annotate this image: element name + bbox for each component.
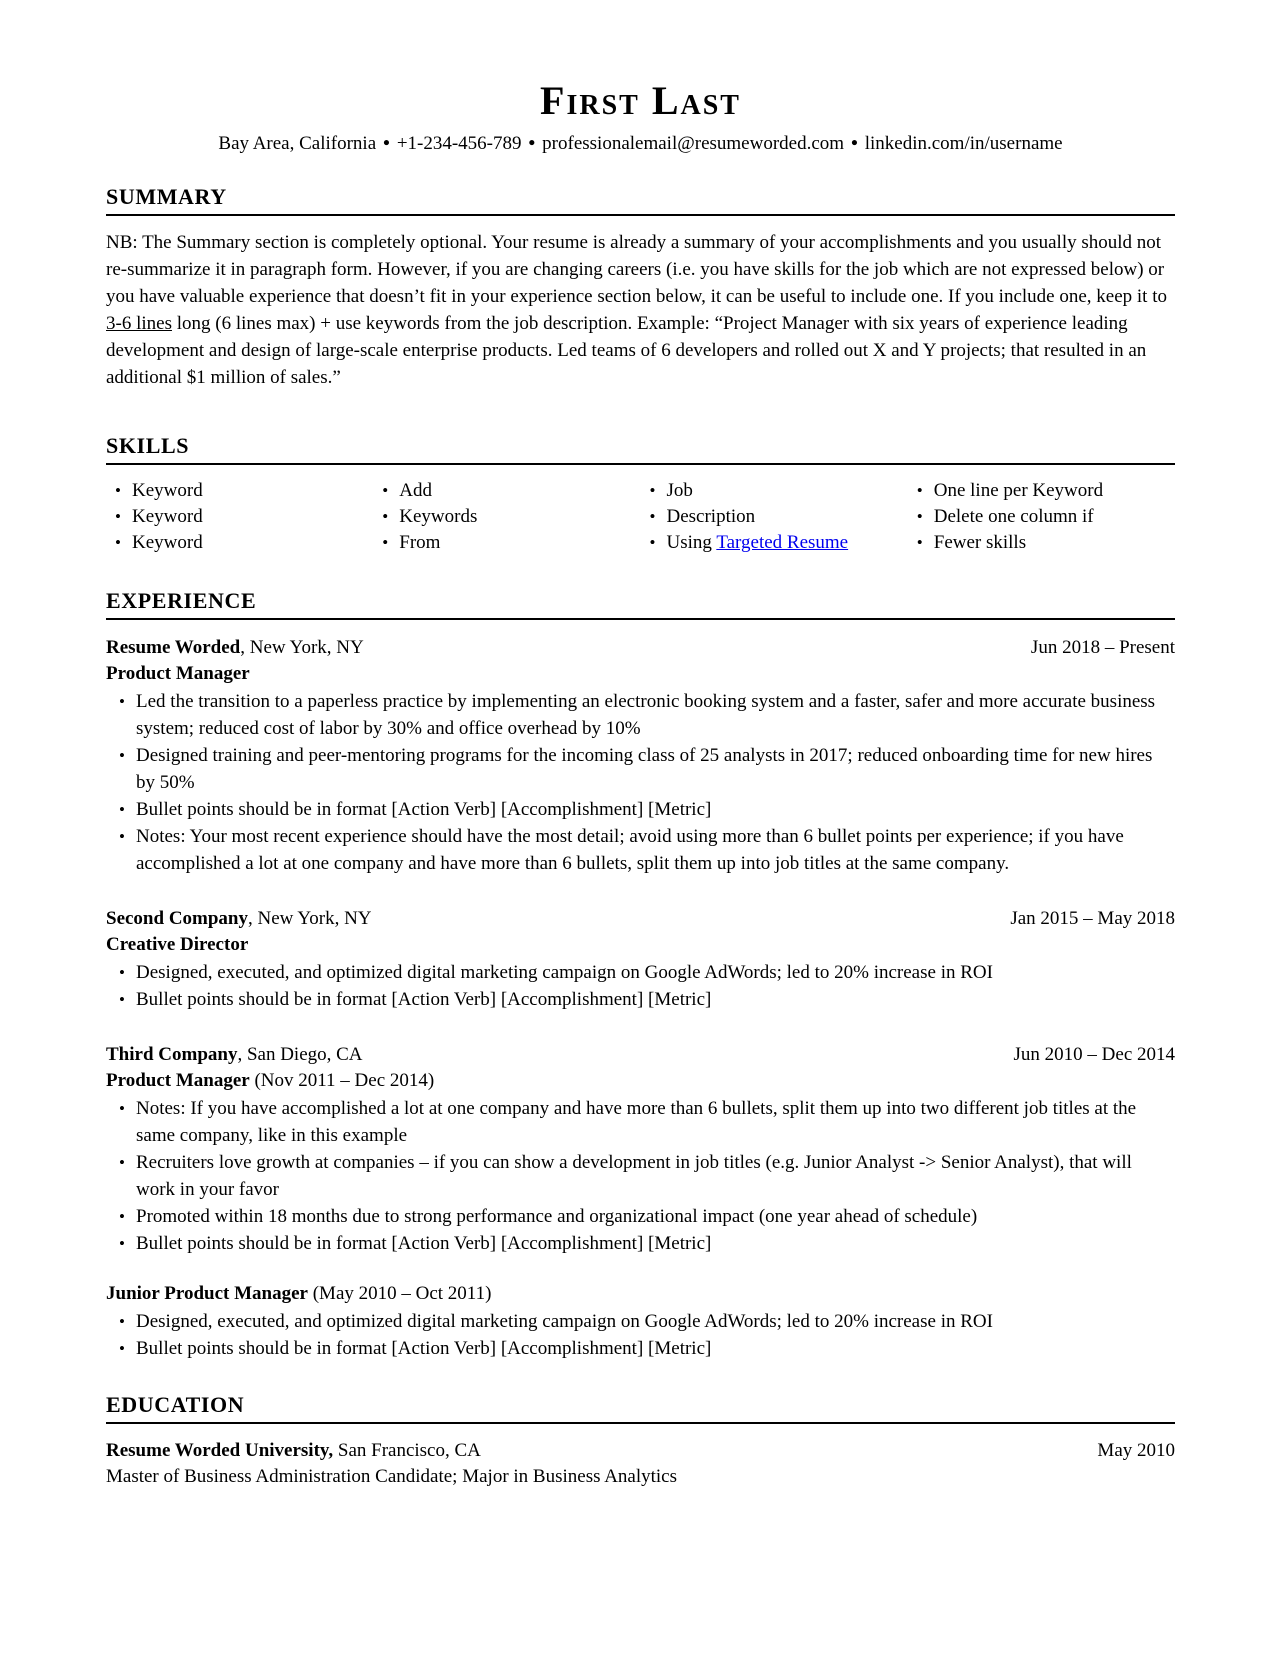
role-title: Junior Product Manager xyxy=(106,1283,308,1304)
school-name: Resume Worded University, xyxy=(106,1440,334,1461)
experience-bullet: • Bullet points should be in format [Action Verb] [Accomplishment] [Metric] xyxy=(106,796,1175,823)
skills-column-3 xyxy=(641,478,908,556)
education-school-line xyxy=(106,1438,481,1464)
skill-item: • From xyxy=(373,530,640,556)
education-heading: EDUCATION xyxy=(106,1392,1175,1424)
role-title-line xyxy=(106,932,1175,958)
education-header xyxy=(106,1438,1175,1464)
job-company-line xyxy=(106,635,364,661)
experience-bullet: • Bullet points should be in format [Action Verb] [Accomplishment] [Metric] xyxy=(106,1335,1175,1362)
job-dates: Jun 2018 – Present xyxy=(1030,637,1175,658)
skills-column-1 xyxy=(106,478,373,556)
role-title: Product Manager xyxy=(106,663,250,684)
role-title: Creative Director xyxy=(106,934,249,955)
skill-item: • Keyword xyxy=(106,530,373,556)
skill-item: • Job xyxy=(641,478,908,504)
summary-heading: SUMMARY xyxy=(106,184,1175,216)
role-title-dates: (May 2010 – Oct 2011) xyxy=(307,1283,492,1304)
skill-item-with-link xyxy=(641,530,908,556)
skills-grid xyxy=(106,478,1175,556)
experience-heading: EXPERIENCE xyxy=(106,588,1175,620)
skill-item: • Description xyxy=(641,504,908,530)
skill-item: • Add xyxy=(373,478,640,504)
role-bullet-list xyxy=(106,1308,1175,1362)
job-header xyxy=(106,635,1175,661)
skill-item: • Delete one column if xyxy=(908,504,1175,530)
experience-section xyxy=(106,588,1175,1362)
skill-item: • Keywords xyxy=(373,504,640,530)
role-bullet-list xyxy=(106,688,1175,877)
experience-bullet: • Notes: If you have accomplished a lot at one company and have more than 6 bullets, split them up into two different job titles at the same company, like in this example xyxy=(106,1095,1175,1149)
skill-item: • One line per Keyword xyxy=(908,478,1175,504)
job-company-line xyxy=(106,906,372,932)
skill-item: • Fewer skills xyxy=(908,530,1175,556)
company-location: , New York, NY xyxy=(240,637,364,658)
role-title-line xyxy=(106,661,1175,687)
experience-bullet: • Bullet points should be in format [Action Verb] [Accomplishment] [Metric] xyxy=(106,1230,1175,1257)
role-title: Product Manager xyxy=(106,1070,250,1091)
role-title-line xyxy=(106,1068,1175,1094)
bullet-separator: • xyxy=(851,133,858,154)
skills-section xyxy=(106,433,1175,556)
company-name: Third Company xyxy=(106,1044,238,1065)
experience-bullet: • Led the transition to a paperless practice by implementing an electronic booking system and a faster, safer and more accurate business system; reduced cost of labor by 30% and office overhead by 10% xyxy=(106,688,1175,742)
skill-item: • Keyword xyxy=(106,478,373,504)
role-bullet-list xyxy=(106,959,1175,1013)
job-company-line xyxy=(106,1042,363,1068)
job-dates: Jan 2015 – May 2018 xyxy=(1010,908,1175,929)
company-location: , San Diego, CA xyxy=(237,1044,363,1065)
job-header xyxy=(106,906,1175,932)
experience-bullet: • Designed, executed, and optimized digital marketing campaign on Google AdWords; led to 20% increase in ROI xyxy=(106,1308,1175,1335)
company-name: Second Company xyxy=(106,908,248,929)
experience-bullet: • Promoted within 18 months due to strong performance and organizational impact (one year ahead of schedule) xyxy=(106,1203,1175,1230)
education-entry xyxy=(106,1438,1175,1490)
candidate-name: First Last xyxy=(540,78,741,123)
bullet-separator: • xyxy=(528,133,536,154)
job-role xyxy=(106,1281,1175,1362)
education-section xyxy=(106,1392,1175,1490)
school-location: San Francisco, CA xyxy=(333,1440,481,1461)
experience-bullet: • Notes: Your most recent experience should have the most detail; avoid using more than 6 bullet points per experience; if you have accomplished a lot at one company and have more than 6 bullets, split them up into job titles at the same company. xyxy=(106,823,1175,877)
skills-column-4 xyxy=(908,478,1175,556)
job-entry xyxy=(106,635,1175,877)
job-dates: Jun 2010 – Dec 2014 xyxy=(1013,1044,1175,1065)
job-entry xyxy=(106,1042,1175,1362)
company-location: , New York, NY xyxy=(248,908,372,929)
education-degree: Master of Business Administration Candidate; Major in Business Analytics xyxy=(106,1466,678,1487)
experience-bullet: • Designed, executed, and optimized digital marketing campaign on Google AdWords; led to 20% increase in ROI xyxy=(106,959,1175,986)
skill-link-prefix: Using xyxy=(666,532,717,553)
experience-bullet: • Bullet points should be in format [Action Verb] [Accomplishment] [Metric] xyxy=(106,986,1175,1013)
company-name: Resume Worded xyxy=(106,637,241,658)
contact-location: Bay Area, California xyxy=(218,133,377,154)
experience-bullet: • Designed training and peer-mentoring programs for the incoming class of 25 analysts in 2017; reduced onboarding time for new hires by 50% xyxy=(106,742,1175,796)
summary-text-before: NB: The Summary section is completely optional. Your resume is already a summary of your accomplishments and you usually should not re-summarize it in paragraph form. However, if you are changing careers (i.e. you have skills for the job which are not expressed below) or you have valuable experience that doesn’t fit in your experience section below, it can be useful to include one. If you include one, keep it to xyxy=(106,232,1167,307)
job-role xyxy=(106,661,1175,877)
role-title-line xyxy=(106,1281,1175,1307)
education-dates: May 2010 xyxy=(1097,1440,1175,1461)
job-entry xyxy=(106,906,1175,1013)
skill-item: • Keyword xyxy=(106,504,373,530)
summary-paragraph xyxy=(106,229,1175,391)
targeted-resume-link[interactable]: Targeted Resume xyxy=(716,532,849,553)
summary-text-after: long (6 lines max) + use keywords from the job description. Example: “Project Manager with six years of experience leading development and design of large-scale enterprise products. Led teams of 6 developers and rolled out X and Y projects; that resulted in an additional $1 million of sales.” xyxy=(106,313,1147,388)
summary-section xyxy=(106,184,1175,391)
role-bullet-list xyxy=(106,1095,1175,1257)
job-header xyxy=(106,1042,1175,1068)
contact-email: professionalemail@resumeworded.com xyxy=(542,133,845,154)
role-title-dates: (Nov 2011 – Dec 2014) xyxy=(249,1070,435,1091)
skills-column-2 xyxy=(373,478,640,556)
contact-line xyxy=(106,132,1175,156)
resume-header xyxy=(106,80,1175,156)
skills-heading: SKILLS xyxy=(106,433,1175,465)
contact-phone: +1-234-456-789 xyxy=(396,133,522,154)
bullet-separator: • xyxy=(383,133,390,154)
experience-bullet: • Recruiters love growth at companies – if you can show a development in job titles (e.g. Junior Analyst -> Senior Analyst), that will work in your favor xyxy=(106,1149,1175,1203)
job-role xyxy=(106,932,1175,1013)
contact-linkedin: linkedin.com/in/username xyxy=(864,133,1063,154)
job-role xyxy=(106,1068,1175,1257)
summary-underlined-phrase: 3-6 lines xyxy=(106,313,172,334)
